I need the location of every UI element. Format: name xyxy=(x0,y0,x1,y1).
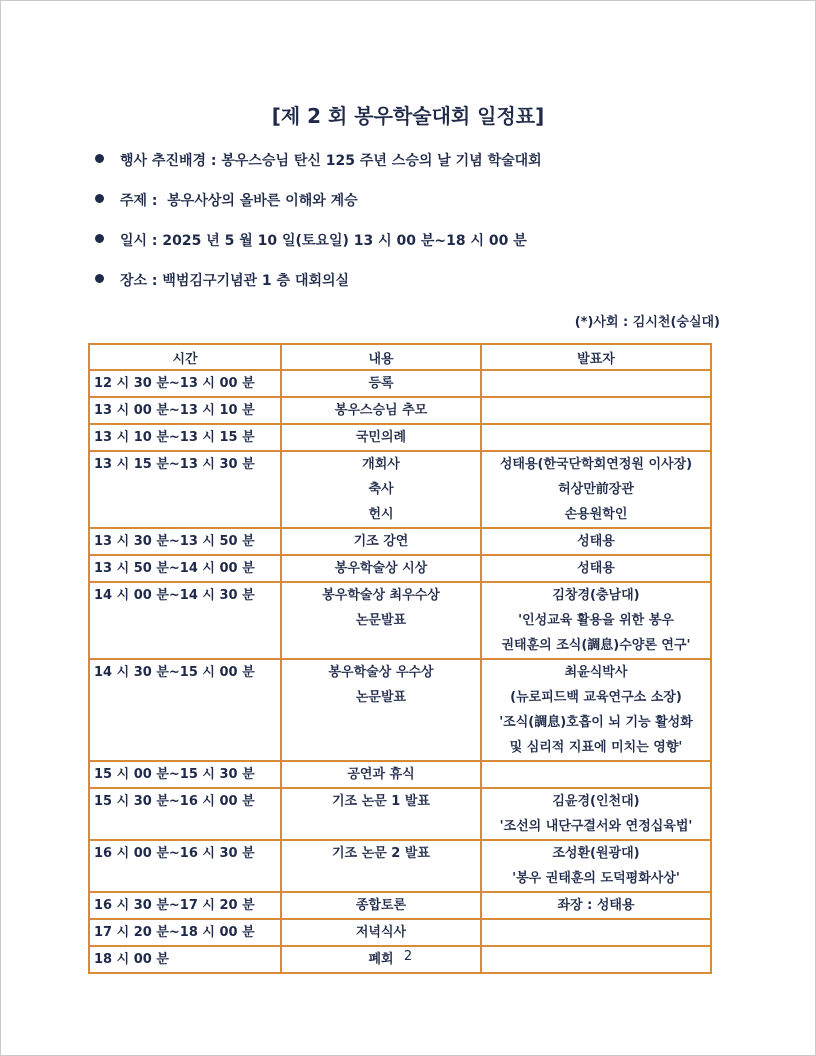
speaker-line: 손용원학인 xyxy=(564,507,628,522)
content-cell xyxy=(281,451,481,528)
header-speaker: 발표자 xyxy=(481,344,711,370)
speaker-cell xyxy=(481,370,711,397)
time-line: 14 시 00 분~14 시 30 분 xyxy=(94,588,255,603)
time-cell xyxy=(89,919,281,946)
bullet-dot-icon xyxy=(95,194,104,203)
time-line: 16 시 30 분~17 시 20 분 xyxy=(94,898,255,913)
bullet-text: 행사 추진배경 : 봉우스승님 탄신 125 주년 스승의 날 기념 학술대회 xyxy=(120,153,542,169)
bullet-theme xyxy=(95,190,542,230)
content-line: 헌시 xyxy=(368,507,394,522)
speaker-line: 성태용(한국단학회연정원 이사장) xyxy=(499,457,693,472)
bullet-background xyxy=(95,150,542,190)
speaker-cell xyxy=(481,397,711,424)
content-cell xyxy=(281,892,481,919)
speaker-cell xyxy=(481,451,711,528)
time-cell xyxy=(89,788,281,840)
table-row xyxy=(89,761,711,788)
schedule-body xyxy=(89,370,711,973)
content-line: 봉우학술상 최우수상 xyxy=(322,588,440,603)
content-line: 기조 논문 2 발표 xyxy=(332,846,430,861)
content-line: 축사 xyxy=(368,482,394,497)
speaker-cell xyxy=(481,555,711,582)
time-cell xyxy=(89,451,281,528)
content-cell xyxy=(281,761,481,788)
speaker-line: 권태훈의 조식(調息)수양론 연구' xyxy=(501,638,691,653)
speaker-line: 좌장 : 성태용 xyxy=(557,898,635,913)
schedule-table xyxy=(88,343,712,974)
content-cell xyxy=(281,370,481,397)
speaker-line: (뉴로피드백 교육연구소 소장) xyxy=(510,690,682,705)
speaker-line: 성태용 xyxy=(577,534,615,549)
table-header-row xyxy=(89,344,711,370)
speaker-cell xyxy=(481,788,711,840)
speaker-line xyxy=(482,425,710,450)
table-row xyxy=(89,555,711,582)
speaker-line: '조식(調息)호흡이 뇌 기능 활성화 xyxy=(499,715,693,730)
speaker-line xyxy=(482,920,710,945)
time-cell xyxy=(89,761,281,788)
bullet-text: 일시 : 2025 년 5 월 10 일(토요일) 13 시 00 분~18 시 00 분 xyxy=(120,233,527,249)
time-cell xyxy=(89,397,281,424)
table-row xyxy=(89,370,711,397)
speaker-cell xyxy=(481,761,711,788)
content-line: 봉우학술상 우수상 xyxy=(328,665,434,680)
bullet-text: 장소 : 백범김구기념관 1 층 대회의실 xyxy=(120,273,350,289)
header-time: 시간 xyxy=(89,344,281,370)
content-cell xyxy=(281,659,481,761)
time-line: 13 시 10 분~13 시 15 분 xyxy=(94,430,255,445)
content-line: 봉우스승님 추모 xyxy=(334,403,428,418)
page-title: [제 2 회 봉우학술대회 일정표] xyxy=(271,104,545,128)
table-row xyxy=(89,528,711,555)
table-row xyxy=(89,397,711,424)
content-cell xyxy=(281,582,481,659)
speaker-line: 성태용 xyxy=(577,561,615,576)
content-cell xyxy=(281,788,481,840)
time-cell xyxy=(89,555,281,582)
speaker-cell xyxy=(481,892,711,919)
speaker-line: 및 심리적 지표에 미치는 영향' xyxy=(509,740,683,755)
time-cell xyxy=(89,892,281,919)
time-cell xyxy=(89,840,281,892)
speaker-line xyxy=(482,762,710,787)
time-line: 13 시 15 분~13 시 30 분 xyxy=(94,457,255,472)
content-line: 등록 xyxy=(368,376,394,391)
time-line: 15 시 00 분~15 시 30 분 xyxy=(94,767,255,782)
content-cell xyxy=(281,555,481,582)
table-row xyxy=(89,892,711,919)
time-line: 13 시 50 분~14 시 00 분 xyxy=(94,561,255,576)
content-line: 기조 논문 1 발표 xyxy=(332,794,430,809)
content-line: 개회사 xyxy=(362,457,400,472)
time-line: 14 시 30 분~15 시 00 분 xyxy=(94,665,255,680)
table-row xyxy=(89,582,711,659)
time-line: 15 시 30 분~16 시 00 분 xyxy=(94,794,255,809)
table-row xyxy=(89,451,711,528)
content-cell xyxy=(281,528,481,555)
speaker-line: '봉우 권태훈의 도덕평화사상' xyxy=(512,871,680,886)
content-cell xyxy=(281,424,481,451)
time-cell xyxy=(89,582,281,659)
content-line: 저녁식사 xyxy=(355,925,407,940)
bullet-text: 주제 : 봉우사상의 올바른 이해와 계승 xyxy=(120,193,358,209)
speaker-line: '인성교육 활용을 위한 봉우 xyxy=(518,613,674,628)
content-line: 폐회 xyxy=(368,952,394,967)
table-row xyxy=(89,919,711,946)
time-cell xyxy=(89,659,281,761)
speaker-line: 김윤경(인천대) xyxy=(552,794,640,809)
content-cell xyxy=(281,840,481,892)
speaker-cell xyxy=(481,659,711,761)
speaker-cell xyxy=(481,424,711,451)
speaker-line xyxy=(482,398,710,423)
table-row xyxy=(89,659,711,761)
host-note: (*)사회 : 김시천(숭실대) xyxy=(574,315,720,330)
time-line: 17 시 20 분~18 시 00 분 xyxy=(94,925,255,940)
content-cell xyxy=(281,397,481,424)
content-line: 국민의례 xyxy=(355,430,407,445)
bullet-dot-icon xyxy=(95,154,104,163)
time-cell xyxy=(89,370,281,397)
speaker-cell xyxy=(481,919,711,946)
time-line: 13 시 30 분~13 시 50 분 xyxy=(94,534,255,549)
content-line: 논문발표 xyxy=(355,690,407,705)
time-cell xyxy=(89,424,281,451)
speaker-cell xyxy=(481,528,711,555)
speaker-line: 허상만前장관 xyxy=(558,482,634,497)
content-line: 기조 강연 xyxy=(353,534,409,549)
time-line: 16 시 00 분~16 시 30 분 xyxy=(94,846,255,861)
speaker-line: '조선의 내단구결서와 연정십육법' xyxy=(499,819,693,834)
bullet-dot-icon xyxy=(95,274,104,283)
time-line: 12 시 30 분~13 시 00 분 xyxy=(94,376,255,391)
content-line: 봉우학술상 시상 xyxy=(334,561,428,576)
table-row xyxy=(89,424,711,451)
time-line: 13 시 00 분~13 시 10 분 xyxy=(94,403,255,418)
bullet-dot-icon xyxy=(95,234,104,243)
header-content: 내용 xyxy=(281,344,481,370)
content-line: 종합토론 xyxy=(355,898,407,913)
content-line: 논문발표 xyxy=(355,613,407,628)
table-row xyxy=(89,788,711,840)
speaker-line: 김창경(충남대) xyxy=(552,588,640,603)
content-cell xyxy=(281,919,481,946)
bullet-venue xyxy=(95,270,542,310)
speaker-line: 최윤식박사 xyxy=(564,665,628,680)
speaker-cell xyxy=(481,582,711,659)
content-line: 공연과 휴식 xyxy=(347,767,415,782)
page-number: 2 xyxy=(403,949,413,964)
info-bullet-list xyxy=(95,150,542,310)
speaker-cell xyxy=(481,840,711,892)
time-cell xyxy=(89,528,281,555)
speaker-line: 조성환(원광대) xyxy=(552,846,640,861)
table-row xyxy=(89,840,711,892)
speaker-line xyxy=(482,371,710,396)
bullet-date xyxy=(95,230,542,270)
time-line: 18 시 00 분 xyxy=(94,952,169,967)
